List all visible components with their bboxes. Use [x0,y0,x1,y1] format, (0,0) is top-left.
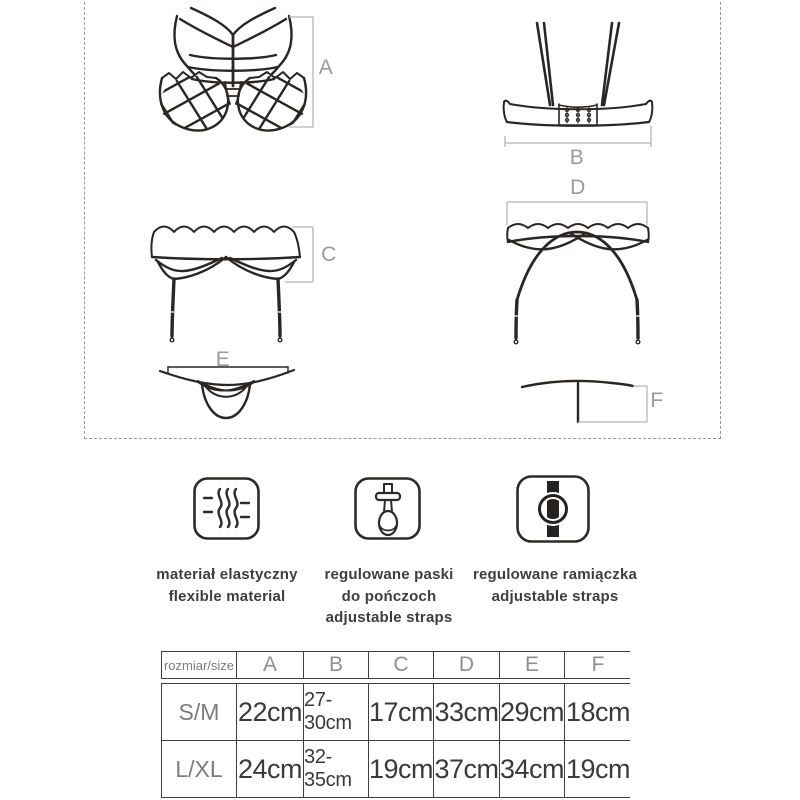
caption-line: adjustable straps [325,609,453,626]
bra-front-drawing [153,2,328,134]
size-table-cell: 17cm [368,684,433,740]
feature-caption-straps [445,564,665,607]
size-table-row-label: S/M [162,684,236,740]
size-table-cell: 19cm [368,741,433,797]
size-table-body [161,683,630,798]
size-table-header-cell: F [564,652,631,678]
measurement-label-f: F [650,389,664,412]
elastic-material-icon [193,477,260,540]
caption-line: do pończoch [341,587,437,605]
garter-clip-icon [354,477,421,540]
measurement-label-b: B [569,146,585,169]
size-table-cell: 19cm [564,741,631,797]
size-table-header-cell: rozmiar/size [162,652,236,678]
measurement-label-a: A [318,56,334,79]
adjustable-strap-icon [516,475,590,543]
caption-line: materiał elastyczny [156,566,298,583]
measure-bracket-f [578,386,647,422]
size-table-header-cell: D [433,652,499,678]
size-table-row-label: L/XL [162,741,236,797]
caption-line: regulowane ramiączka [472,566,638,583]
size-table-cell: 27-30cm [303,684,368,740]
caption-line: regulowane paski [324,566,454,583]
size-table [161,651,630,798]
bra-back-drawing [498,16,658,158]
garter-belt-back-drawing [498,186,658,348]
measurement-label-e: E [215,348,231,371]
garter-belt-front-drawing [146,216,318,348]
size-table-cell: 24cm [236,741,303,797]
caption-line: flexible material [168,587,286,605]
size-table-cell: 37cm [433,741,499,797]
measure-bracket-d [507,202,647,225]
size-table-cell: 29cm [499,684,564,740]
size-table-header-cell: A [236,652,303,678]
size-table-header-cell: C [368,652,433,678]
measurement-label-c: C [321,243,337,266]
size-table-row [162,684,629,740]
size-table-cell: 33cm [433,684,499,740]
size-table-header-cell: E [499,652,564,678]
size-table-header-cell: B [303,652,368,678]
size-table-header-row [161,651,630,679]
size-table-row [162,740,629,797]
size-table-cell: 22cm [236,684,303,740]
caption-line: adjustable straps [491,587,619,605]
measurement-label-d: D [570,176,586,199]
panties-side-drawing [512,372,660,428]
size-table-cell: 32-35cm [303,741,368,797]
size-table-cell: 34cm [499,741,564,797]
size-table-cell: 18cm [564,684,631,740]
measure-bracket-b [505,126,651,147]
